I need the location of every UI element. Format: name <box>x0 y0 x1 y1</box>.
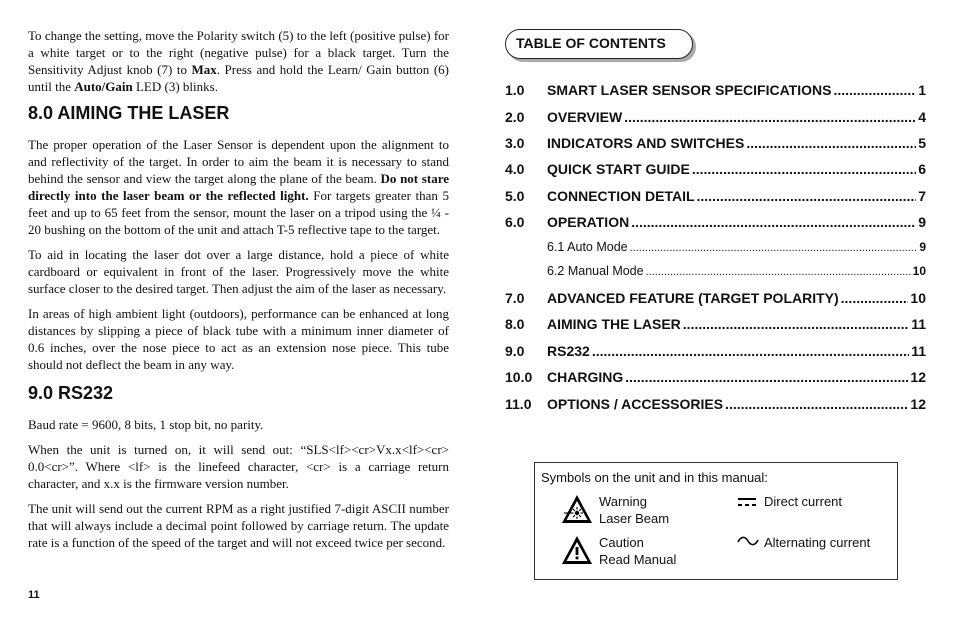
toc-entry <box>505 82 926 102</box>
toc-dot-leader <box>692 161 916 177</box>
toc-entry-number: 11.0 <box>505 396 532 412</box>
toc-entry-title: 6.2 Manual Mode <box>547 264 644 278</box>
toc-entry-title: RS232 <box>547 343 590 359</box>
toc-dot-leader <box>833 82 916 98</box>
caution-label: Caution Read Manual <box>599 535 677 567</box>
toc-title-badge <box>505 29 693 59</box>
toc-dot-leader <box>725 396 908 412</box>
toc-dot-leader <box>592 343 909 359</box>
caution-icon <box>561 535 593 565</box>
toc-dot-leader <box>841 290 909 306</box>
toc-entry-title: AIMING THE LASER <box>547 316 681 332</box>
toc-entry-title: OVERVIEW <box>547 109 623 125</box>
laser-warning-icon <box>561 494 593 524</box>
rs232-paragraph-1: Baud rate = 9600, 8 bits, 1 stop bit, no parity. <box>28 417 264 432</box>
toc-entry-page: 10 <box>910 290 926 306</box>
toc-entry <box>505 240 926 260</box>
toc-entry <box>505 161 926 181</box>
toc-entry-page: 7 <box>918 188 926 204</box>
intro-paragraph: To change the setting, move the Polarity switch (5) to the left (positive pulse) for a white target or to the right (negative pulse) for a black target. Turn the Sensitivity Adjust knob (7) to Max. Press and hold the Learn/ Gain button (6) until the Auto/Gain LED (3) blinks. <box>28 28 449 94</box>
toc-entry-page: 9 <box>918 214 926 230</box>
toc-entry <box>505 264 926 284</box>
aiming-paragraph-3: In areas of high ambient light (outdoors), performance can be enhanced at long distances by slipping a piece of black tube with a minimum inner diameter of 0.6 inches, over the nose piece to act as an extension nose piece. This tube should not deflect the beam in any way. <box>28 306 449 372</box>
rs232-paragraph-3: The unit will send out the current RPM as a right justified 7-digit ASCII number that will always include a decimal point followed by carriage return. The update rate is a function of the speed of the target and will not exceed twice per second. <box>28 501 449 550</box>
toc-entry <box>505 214 926 234</box>
alternating-current-icon <box>737 535 759 547</box>
toc-entry <box>505 316 926 336</box>
page-number: 11 <box>28 589 40 601</box>
toc-entry-title: 6.1 Auto Mode <box>547 240 628 254</box>
toc-entry-number: 4.0 <box>505 161 525 177</box>
toc-entry-title: CONNECTION DETAIL <box>547 188 695 204</box>
toc-entry-number: 6.0 <box>505 214 525 230</box>
toc-dot-leader <box>683 316 909 332</box>
direct-current-label: Direct current <box>764 494 843 509</box>
toc-entry <box>505 109 926 129</box>
rs232-paragraph-2: When the unit is turned on, it will send out: “SLS<lf><cr>Vx.x<lf><cr> 0.0<cr>”. Where <lf> is the linefeed character, <cr> is a carriage return character, and x.x is the firmware version number. <box>28 442 449 491</box>
aiming-paragraph-2: To aid in locating the laser dot over a large distance, hold a piece of white cardboard or equivalent in front of the laser. Progressively move the white surface closer to the desired target. Then adjust the aim of the laser as necessary. <box>28 247 449 296</box>
toc-entry-page: 12 <box>910 369 926 385</box>
aiming-paragraph-1: The proper operation of the Laser Sensor is dependent upon the alignment to and reflectivity of the target. In order to aim the beam it is necessary to stand behind the sensor and view the target along the plane of the beam. Do not stare directly into the laser beam or the reflected light. For targets greater than 5 feet and up to 65 feet from the sensor, mount the laser on a tripod using the ¼ - 20 bushing on the bottom of the unit and attach T-5 reflective tape to the target. <box>28 137 449 237</box>
toc-entry-title: INDICATORS AND SWITCHES <box>547 135 745 151</box>
toc-entry-number: 9.0 <box>505 343 525 359</box>
toc-entry-title: OPERATION <box>547 214 630 230</box>
toc-entry <box>505 135 926 155</box>
toc-entry-number: 10.0 <box>505 369 533 385</box>
toc-entry-page: 1 <box>918 82 926 98</box>
left-page <box>28 27 449 559</box>
toc-entry-number: 5.0 <box>505 188 525 204</box>
toc-entry-number: 3.0 <box>505 135 525 151</box>
toc-entry-page: 11 <box>911 343 926 359</box>
warning-label: Warning Laser Beam <box>599 494 670 526</box>
toc-dot-leader <box>631 214 916 230</box>
toc-entry <box>505 396 926 416</box>
toc-entry-number: 8.0 <box>505 316 525 332</box>
toc-entry-title: QUICK START GUIDE <box>547 161 690 177</box>
toc-entry-title: ADVANCED FEATURE (TARGET POLARITY) <box>547 290 839 306</box>
toc-entry-page: 11 <box>911 316 926 332</box>
toc-dot-leader <box>697 188 917 204</box>
direct-current-icon <box>737 496 757 508</box>
toc-entry-page: 12 <box>910 396 926 412</box>
toc-entry-number: 2.0 <box>505 109 525 125</box>
section-heading-aiming: 8.0 AIMING THE LASER <box>28 103 230 123</box>
toc-entry <box>505 290 926 310</box>
toc-entry-page: 5 <box>918 135 926 151</box>
toc-entry-page: 10 <box>912 264 926 278</box>
toc-dot-leader <box>746 135 916 151</box>
toc-entry-page: 9 <box>919 240 926 254</box>
toc-title: TABLE OF CONTENTS <box>516 35 666 51</box>
toc-entry-title: OPTIONS / ACCESSORIES <box>547 396 724 412</box>
section-heading-rs232: 9.0 RS232 <box>28 383 114 403</box>
toc-entry <box>505 188 926 208</box>
toc-dot-leader <box>630 242 918 254</box>
toc-dot-leader <box>646 266 911 278</box>
toc-entry-number: 1.0 <box>505 82 525 98</box>
toc-entry <box>505 369 926 389</box>
toc-entry-title: SMART LASER SENSOR SPECIFICATIONS <box>547 82 832 98</box>
toc-entry <box>505 343 926 363</box>
toc-entry-number: 7.0 <box>505 290 525 306</box>
toc-entry-page: 6 <box>918 161 926 177</box>
toc-entry-page: 4 <box>918 109 926 125</box>
toc-dot-leader <box>625 369 908 385</box>
alternating-current-label: Alternating current <box>764 535 871 550</box>
toc-entry-title: CHARGING <box>547 369 624 385</box>
symbols-legend <box>534 462 898 580</box>
symbols-header: Symbols on the unit and in this manual: <box>541 470 768 485</box>
toc-dot-leader <box>624 109 916 125</box>
